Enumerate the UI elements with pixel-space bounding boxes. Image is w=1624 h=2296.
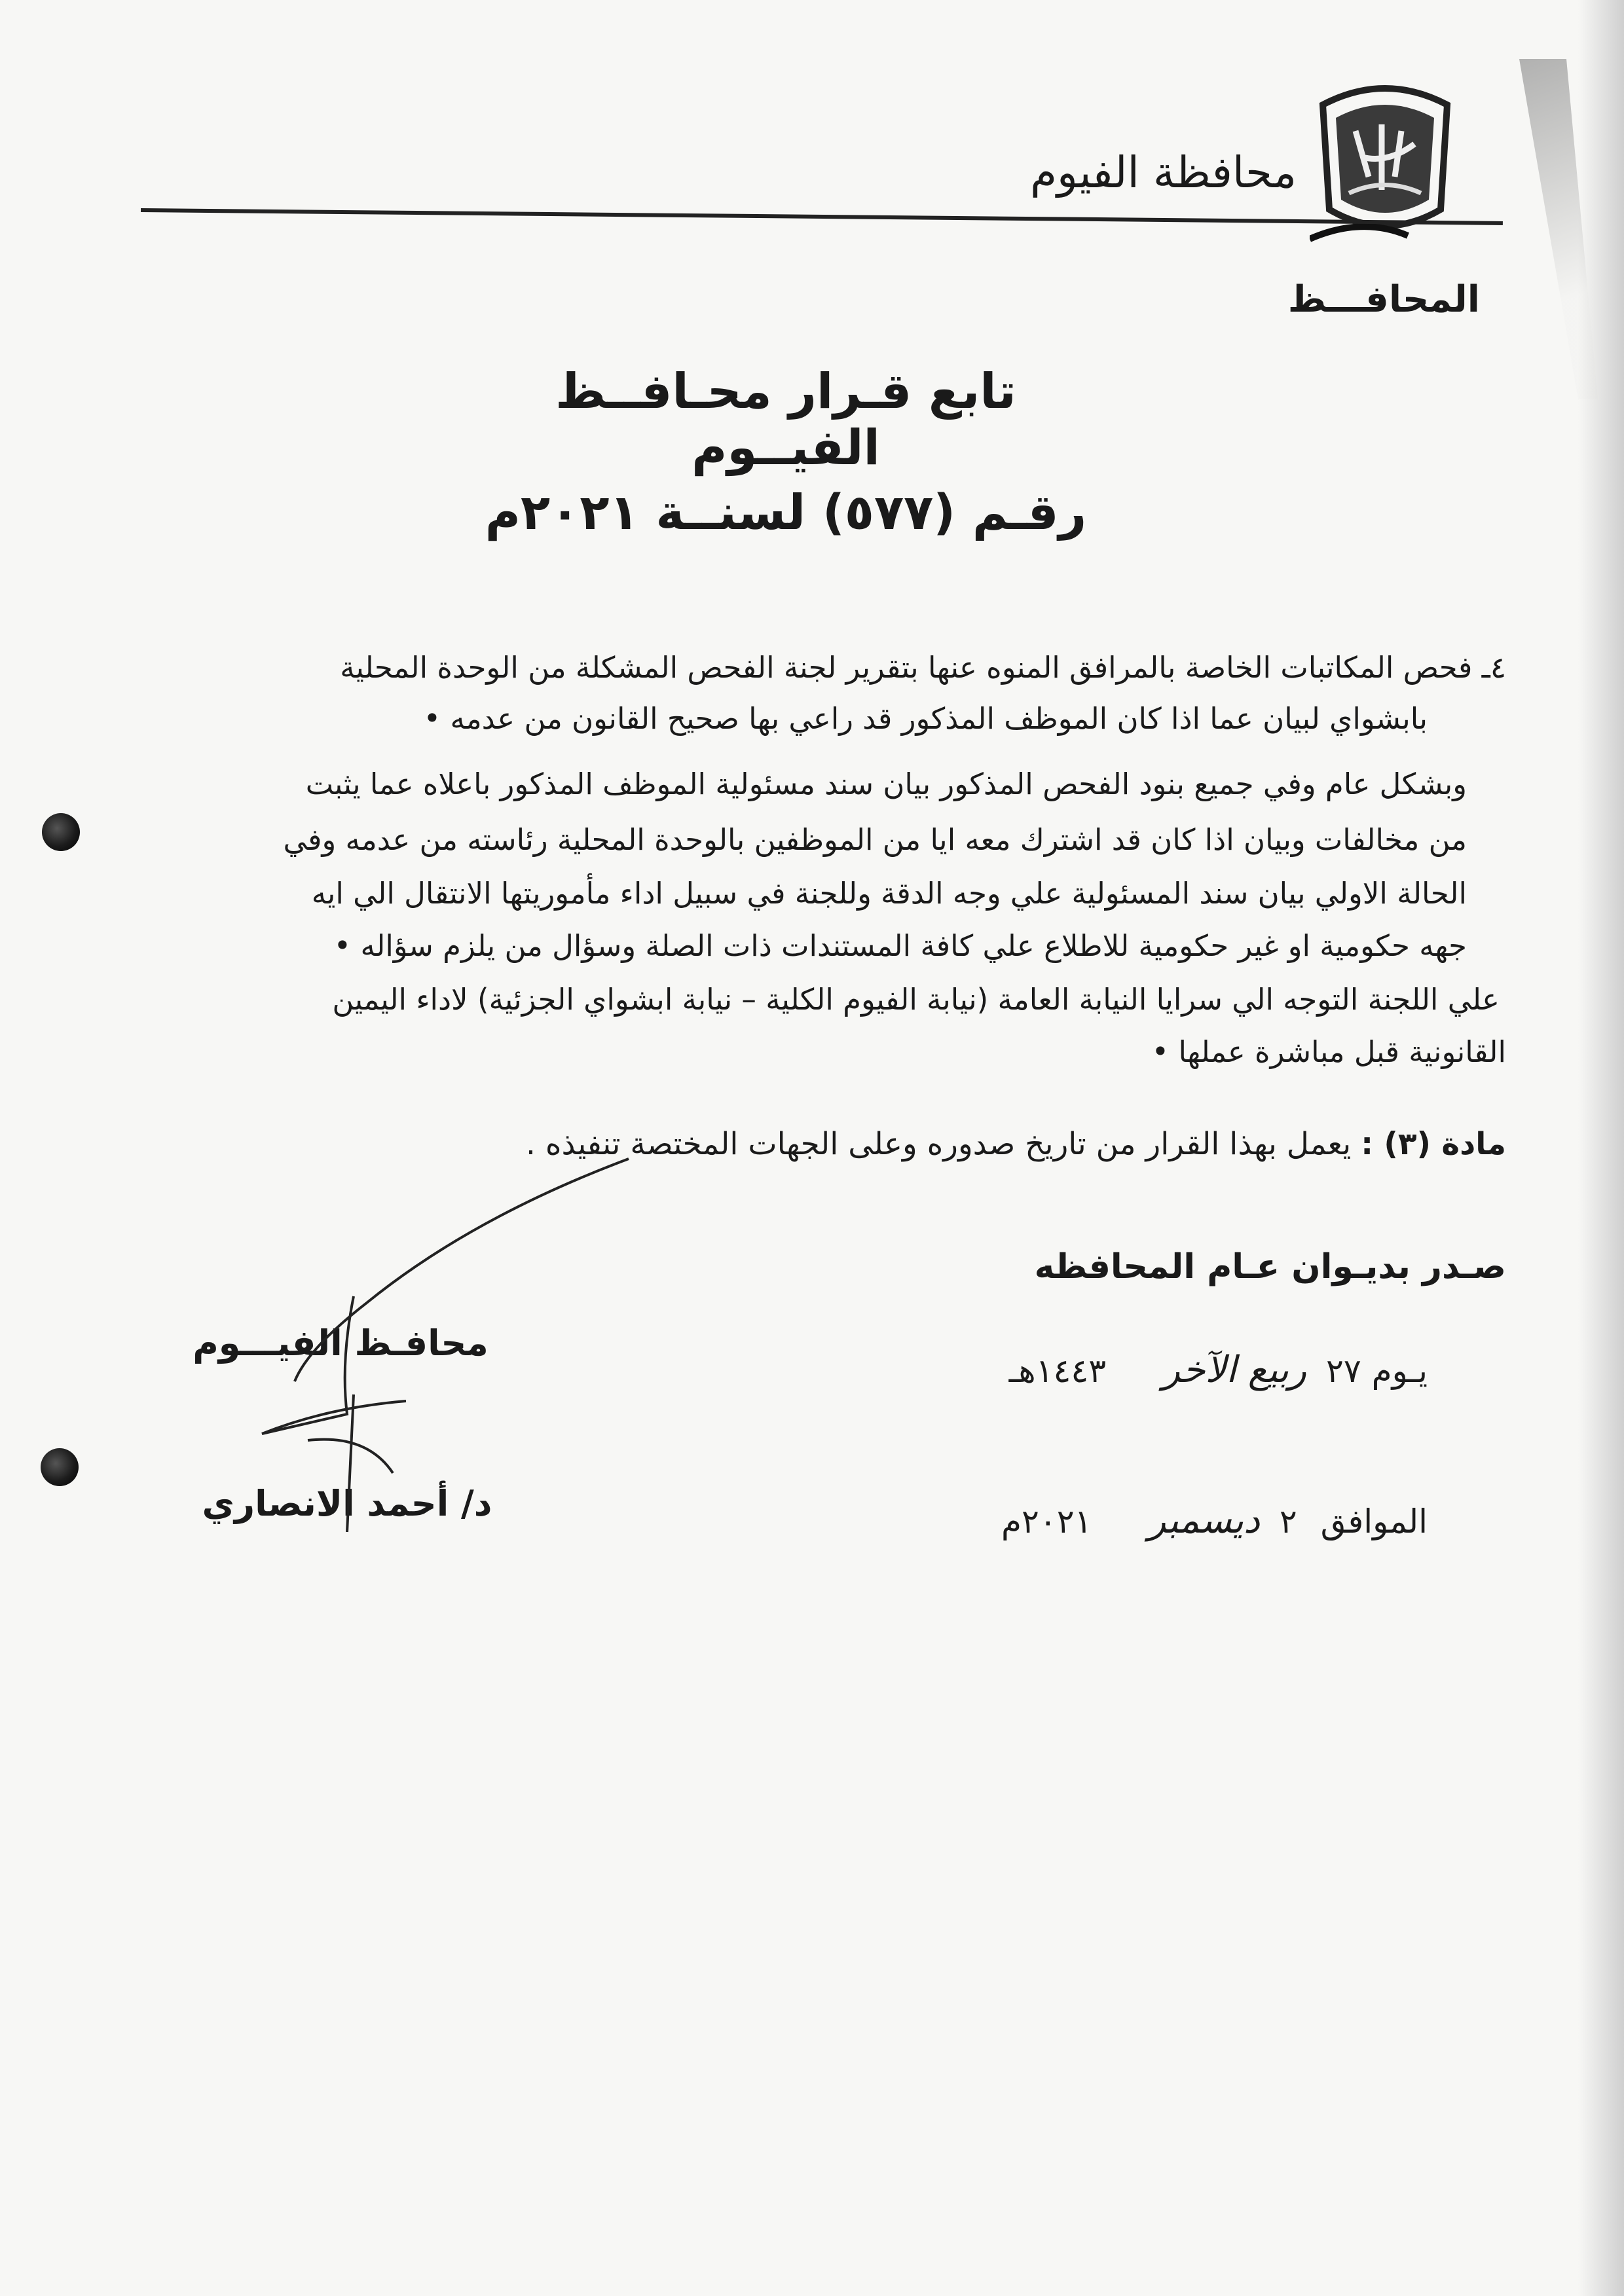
governor-name: د/ أحمد الانصاري [202,1483,492,1524]
body-line: من مخالفات وبيان اذا كان قد اشترك معه ايا من الموظفين بالوحدة المحلية رئاسته من عدمه وفي [283,822,1467,857]
body-line: القانونية قبل مباشرة عملها • [1151,1034,1506,1069]
article-3-text: يعمل بهذا القرار من تاريخ صدوره وعلى الجهات المختصة تنفيذه . [526,1126,1352,1162]
hijri-month: ربيع الآخر [1162,1349,1307,1391]
body-line: الحالة الاولي بيان سند المسئولية علي وجه الدقة وللجنة في سبيل اداء مأموريتها الانتقال الي ايه [311,876,1467,911]
punch-hole-lower [41,1448,79,1486]
body-line: بابشواي لبيان عما اذا كان الموظف المذكور قد راعي بها صحيح القانون من عدمه • [423,701,1428,736]
gregorian-date [943,1499,1428,1552]
hijri-prefix: يـوم [1371,1352,1428,1390]
decree-title: تابع قـرار محـافــظ الفيــوم [555,363,1016,476]
punch-hole-upper [42,813,80,851]
greg-day: ٢ [1279,1503,1297,1540]
greg-year: ٢٠٢١م [1001,1503,1092,1540]
governor-title: محافـظ الفيـــوم [193,1322,489,1364]
greg-month: ديسمبر [1148,1499,1260,1542]
hijri-day: ٢٧ [1326,1352,1361,1390]
governorate-name: محافظة الفيوم [1030,147,1297,198]
header-divider [141,208,1503,225]
decree-number: رقـم (٥٧٧) لسنــة ٢٠٢١م [485,484,1087,541]
article-3-label: مادة (٣) : [1361,1126,1506,1162]
body-line: ٤ـ فحص المكاتبات الخاصة بالمرافق المنوه عنها بتقرير لجنة الفحص المشكلة من الوحدة المحلية [340,650,1506,685]
issued-statement: صـدر بديـوان عـام المحافظه [1034,1247,1506,1286]
hijri-date [943,1349,1428,1401]
office-label: المحافـــظ [1287,278,1480,321]
greg-prefix: الموافق [1320,1503,1428,1540]
body-line: وبشكل عام وفي جميع بنود الفحص المذكور بيان سند مسئولية الموظف المذكور باعلاه عما يثبت [305,767,1467,801]
hijri-year: ١٤٤٣هـ [1008,1352,1107,1390]
body-line: علي اللجنة التوجه الي سرايا النيابة العامة (نيابة الفيوم الكلية – نيابة ابشواي الجزئية) لاداء اليمين [332,982,1500,1017]
article-3 [367,1126,1506,1178]
body-line: جهه حكومية او غير حكومية للاطلاع علي كافة المستندات ذات الصلة وسؤال من يلزم سؤاله • [333,928,1467,963]
